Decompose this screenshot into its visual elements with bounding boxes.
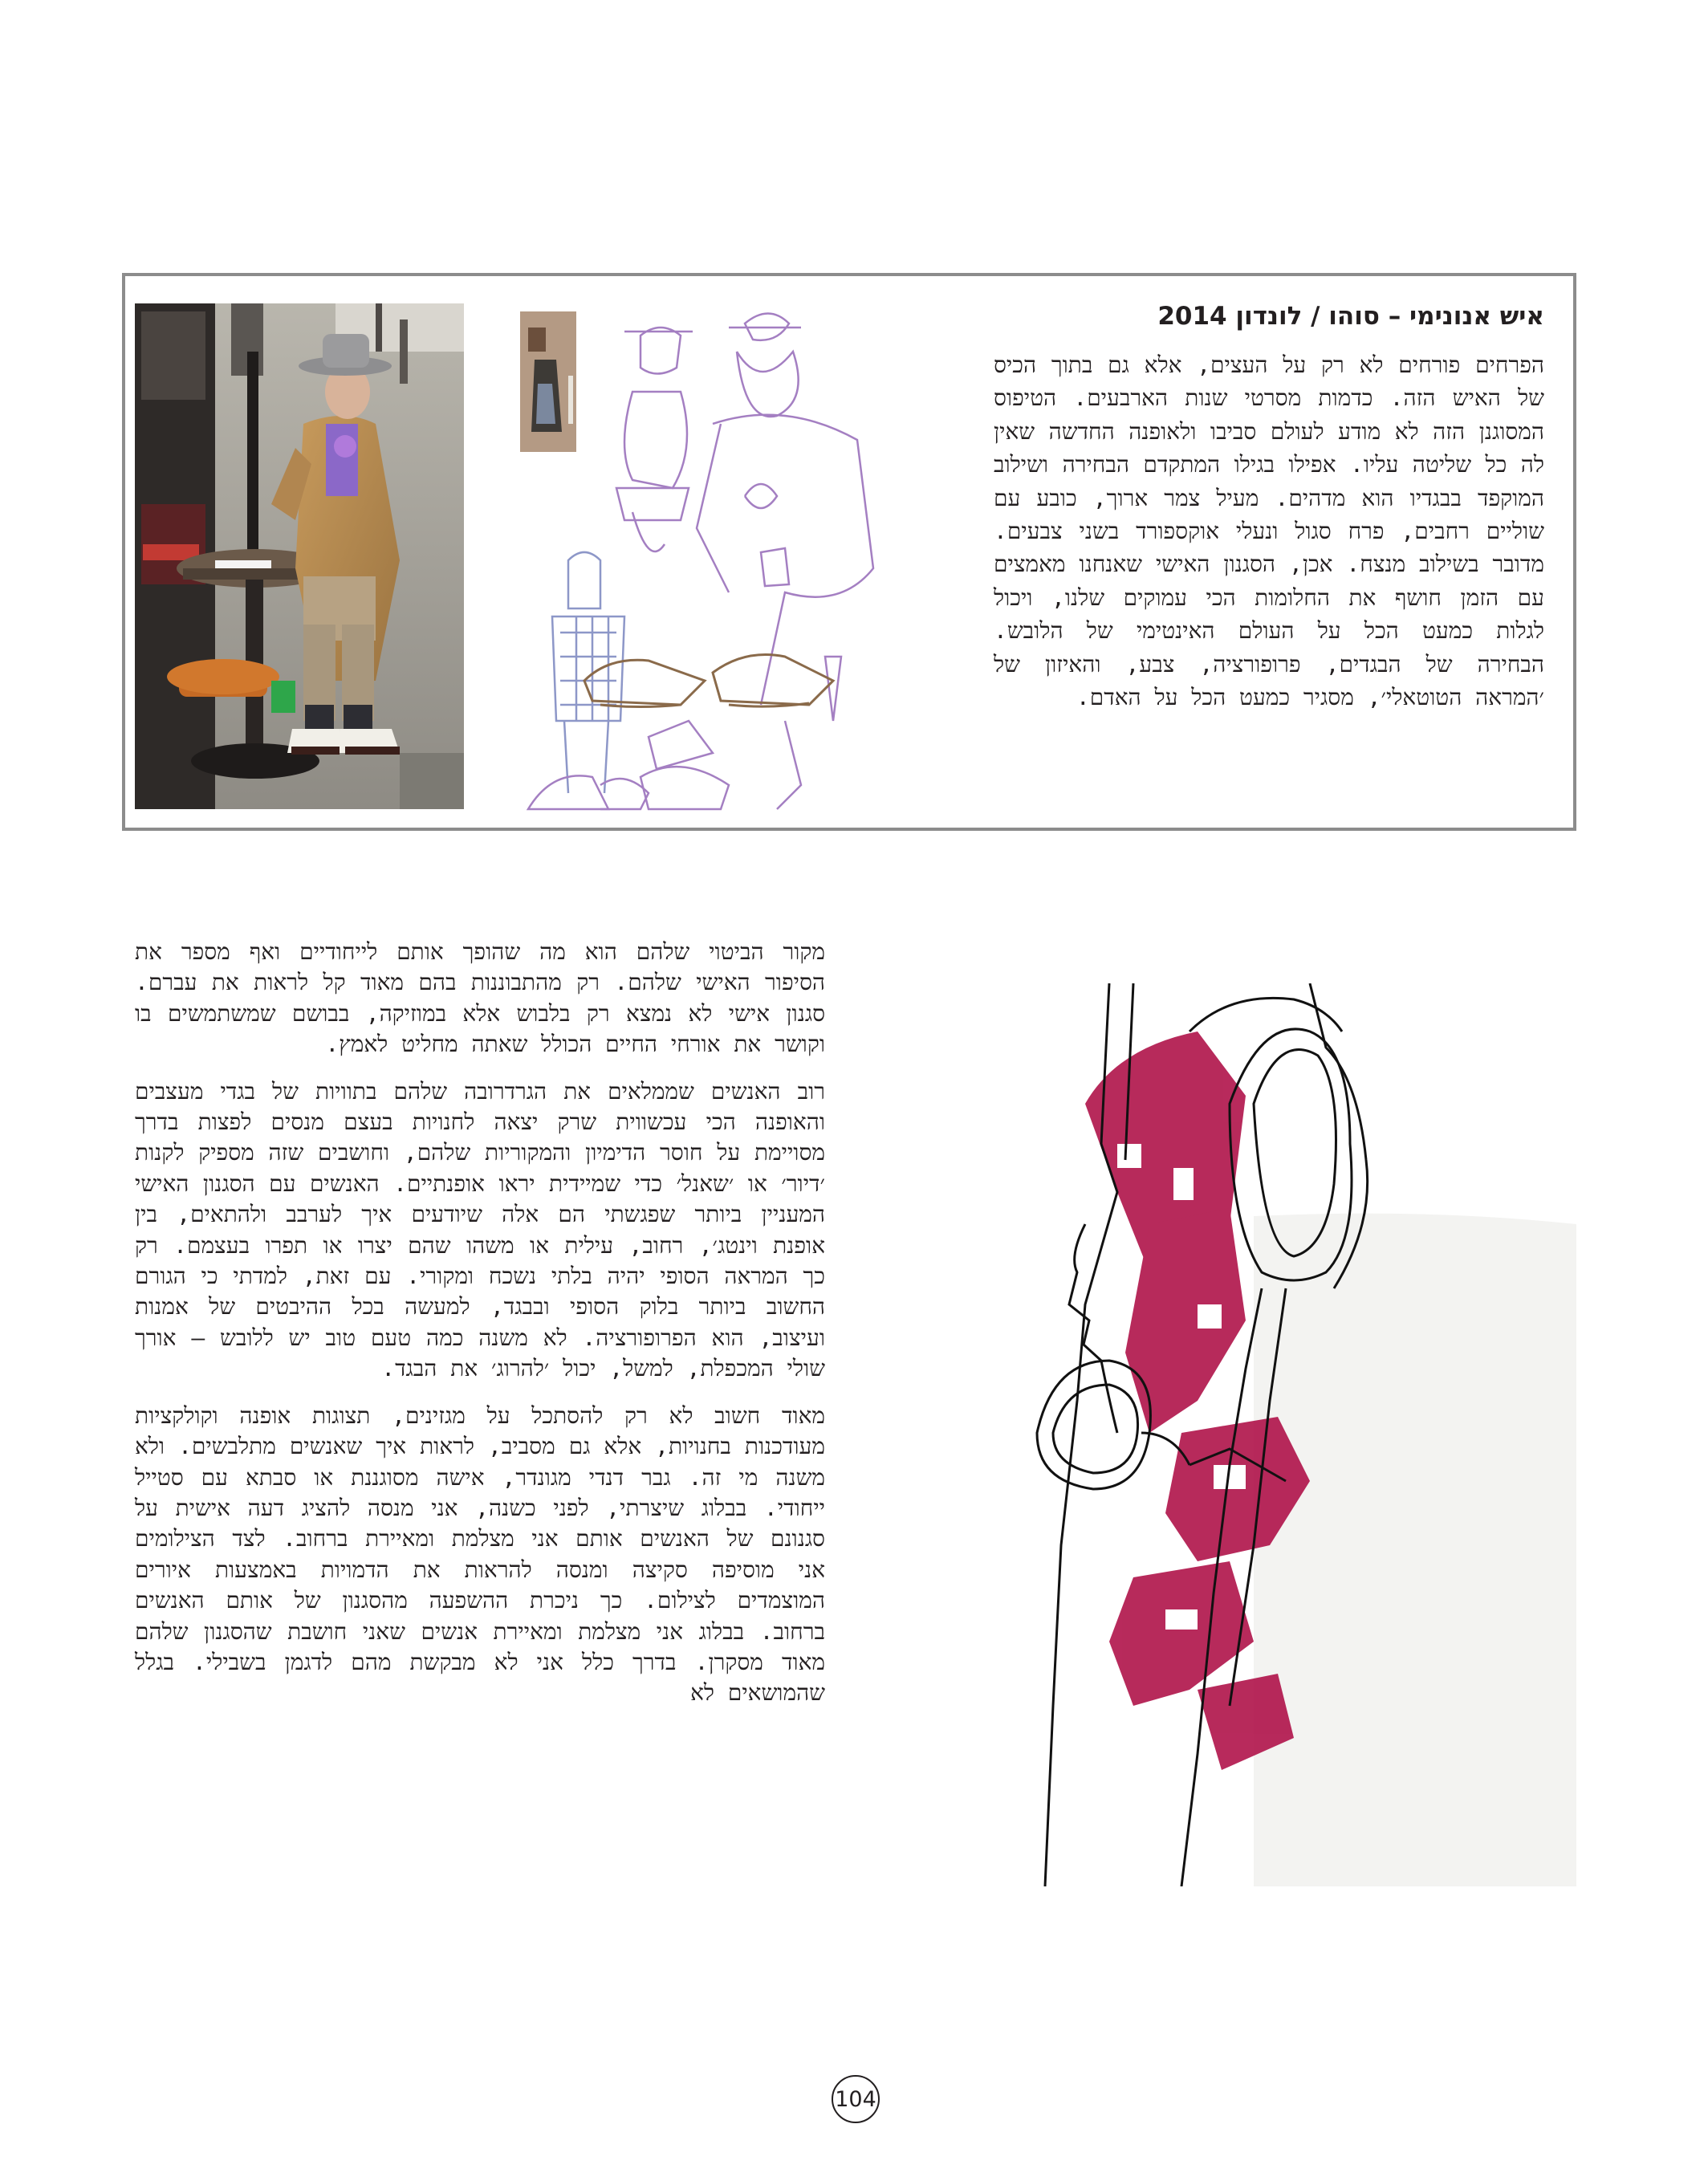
ink-sketch-illustration	[989, 983, 1576, 1886]
page-number: 104	[832, 2075, 880, 2123]
article-paragraph-1: מקור הביטוי שלהם הוא מה שהופך אותם לייחודיים ואף מספר את הסיפור האישי שלהם. רק מהתבוננות בהם מאוד קל לראות את עברם. סגנון אישי לא נמצא רק בלבוש אלא במוזיקה, בבושם שמשתמשים בו וקושר את אורחי החיים הכולל שאתה מחליט לאמץ.	[135, 938, 825, 1058]
feature-box-body: הפרחים פורחים לא רק על העצים, אלא גם בתוך הכיס של האיש הזה. כדמות מסרטי שנות הארבעים. הטיפוס המסוגנן הזה לא מודע לעולם סביבו ולאופנה החדשה שאין לה כל שליטה עליו. אפילו בגילו המתקדם הבחירה ושילוב המוקפד בבגדיו הוא מדהים. מעיל צמר ארוך, כובע עם שוליים רחבים, פרח סגול ונעלי אוקספורד בשני צבעים. מדובר בשילוב מנצח. אכן, הסגנון האישי שאנחנו מאמצים עם הזמן חושף את החלומות הכי עמוקים שלנו, ויכול לגלות כמעט הכל על העולם האינטימי של הלובש. הבחירה של הבגדים, פרופורציה, צבע, והאיזון של ׳המראה הטוטאלי׳, מסגיר כמעט הכל על האדם.	[994, 352, 1544, 711]
feature-box-title: איש אנונימי – סוהו / לונדון 2014	[1157, 302, 1544, 331]
article-column	[135, 937, 825, 1725]
street-photo	[135, 303, 464, 809]
fashion-sketches	[520, 303, 883, 812]
article-paragraph-2: רוב האנשים שממלאים את הגרדרובה שלהם בתוויות של בגדי מעצבים והאופנה הכי עכשווית שרק יצאה לחנויות בעצם מנסים לפצות בדרך מסויימת על חוסר הדימיון והמקוריות שלהם, וחושבים שזה מספיק לקנות ׳דיור׳ או ׳שאנל׳ כדי שמיידית יראו אופנתיים. האנשים עם הסגנון האישי המעניין ביותר שפגשתי הם אלה שיודעים איך לערבב ולהתאים, בין אופנת וינטג׳, רחוב, עילית או משהו שהם יצרו או תפרו בעצמם. רק כך המראה הסופי יהיה בלתי נשכח ומקורי. עם זאת, למדתי כי הגורם החשוב ביותר בלוק הסופי ובבגד, למעשה בכל ההיבטים של אמנות ועיצוב, הוא הפרופורציה. לא משנה כמה טעם טוב יש ללובש – אורך שולי המכפלת, למשל, יכול ׳להרוג׳ את הבגד.	[135, 1077, 825, 1382]
feature-box-text	[994, 299, 1544, 714]
article-paragraph-3: מאוד חשוב לא רק להסתכל על מגזינים, תצוגות אופנה וקולקציות מעודכנות בחנויות, אלא גם מסביב, לראות איך שאנשים מתלבשים. ולא משנה מי זה. גבר דנדי מגונדר, אישה מסוגננת או סבתא עם סטייל ייחודי. בבלוג שיצרתי, לפני כשנה, אני מנסה להציג דעה אישית על סגנונם של האנשים אותם אני מצלמת ומאיירת ברחוב. לצד הצילומים אני מוסיפה סקיצה ומנסה להראות את הדמויות באמצעות איורים המוצמדים לצילום. כך ניכרת ההשפעה מהסגנון של אותם האנשים ברחוב. בבלוג אני מצלמת ומאיירת אנשים שאני חושבת שהסגנון שלהם מאוד מסקרן. בדרך כלל אני לא מבקשת מהם לדגמן בשבילי. בגלל שהמושאים לא	[135, 1402, 825, 1707]
